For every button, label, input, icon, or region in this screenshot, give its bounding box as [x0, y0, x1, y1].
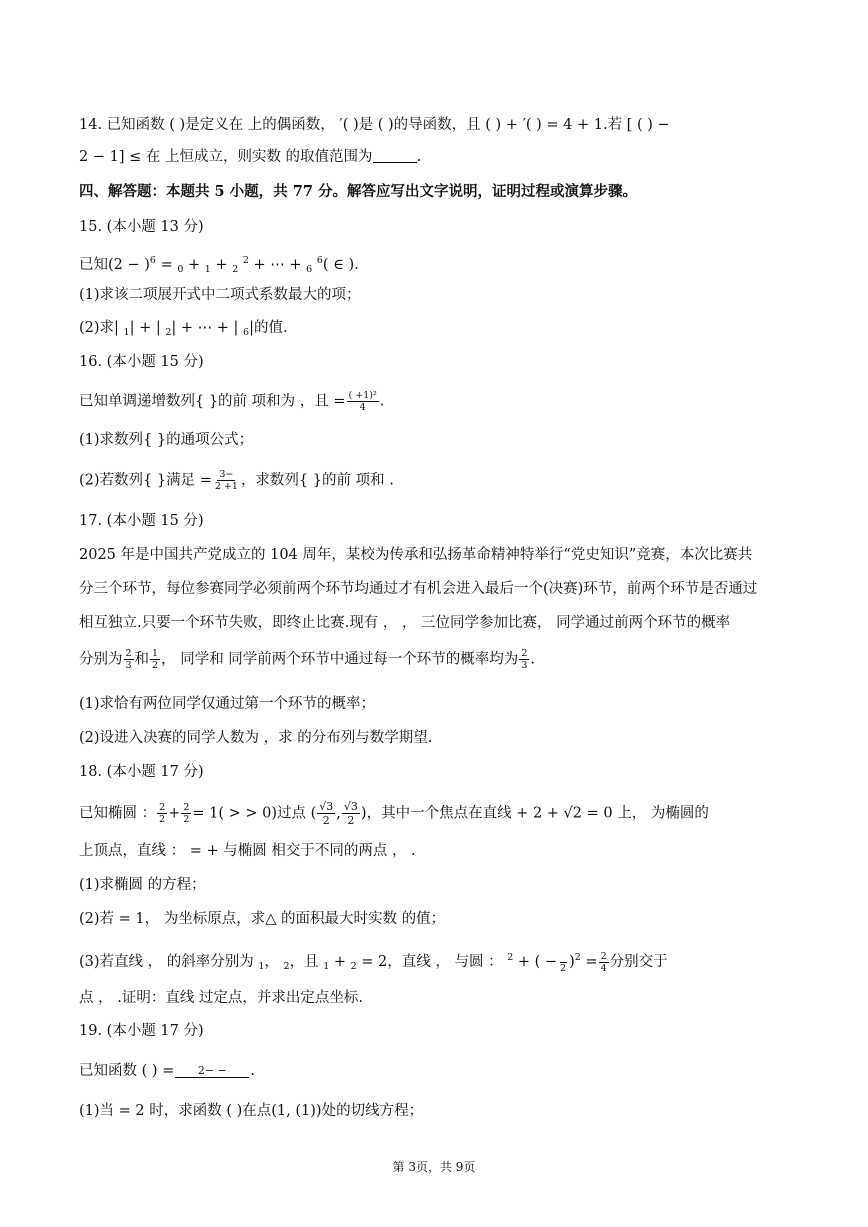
q18-p3-b: ，: [264, 954, 284, 970]
q18-fraction-2: [181, 802, 191, 825]
q17-l4-d: .: [530, 651, 535, 668]
q16-part1: (1)求数列{ }的通项公式；: [79, 432, 254, 448]
q18-part3-line2: 点 ， .证明：直线 过定点，并求出定点坐标.: [79, 990, 364, 1006]
page-footer: 第 3页，共 9页: [392, 1160, 476, 1174]
q19-stem-fraction: [175, 1064, 249, 1078]
q15-sub1: 1: [204, 264, 211, 275]
q14-line2: 2 − 1] ≤ 在 上恒成立，则实数 的取值范围为 .: [79, 149, 422, 165]
q15-sub0: 0: [177, 264, 184, 275]
q16-p2-b: ，求数列{ }的前 项和 .: [240, 472, 394, 489]
q18-p3-fraction-2: [599, 951, 609, 974]
fraction-numerator: 1: [152, 648, 159, 659]
q18-p3-s2: 2: [283, 961, 290, 972]
fraction-numerator: [560, 951, 567, 963]
q18-p3-sup: 2: [507, 952, 514, 963]
q15-stem-d: +: [210, 257, 233, 273]
q15-p2-s2: 2: [165, 327, 172, 338]
q18-title: 18. (本小题 17 分): [79, 764, 204, 780]
q16-part2: [79, 469, 394, 492]
q18-p3-i: 分别交于: [609, 954, 668, 970]
q18-p3-s3: 1: [323, 961, 330, 972]
q15-stem-c: +: [183, 257, 205, 273]
q18-p3-c: ，且: [289, 954, 324, 970]
q19-stem-a: 已知函数 ( ) =: [79, 1063, 175, 1079]
q18-l1-d: ,: [336, 805, 341, 822]
q17-fraction-3: [519, 648, 529, 671]
section4-header: 四、解答题：本题共 5 小题，共 77 分。解答应写出文字说明，证明过程或演算步骤。: [79, 183, 637, 200]
q17-part2: (2)设进入决赛的同学人数为 ，求 的分布列与数学期望.: [79, 730, 433, 746]
q15-part1: (1)求该二项展开式中二项式系数最大的项；: [79, 287, 361, 303]
q15-title: 15. (本小题 13 分): [79, 219, 204, 235]
fraction-denominator: 3: [521, 660, 528, 671]
q16-stem-a: 已知单调递增数列{ }的前 项和为 ，且 =: [79, 393, 346, 410]
fraction-denominator: 2: [560, 962, 567, 974]
q18-fraction-1: [157, 802, 167, 825]
q15-sup6b: 6: [316, 255, 323, 266]
q18-p3-sup2: 2: [574, 952, 581, 963]
q15-stem-sup6: 6: [149, 255, 156, 266]
q17-fraction-1: [124, 648, 134, 671]
q18-p3-d: +: [329, 954, 351, 970]
q18-p3-fraction-1: [558, 951, 568, 974]
q16-p2-a: (2)若数列{ }满足 =: [79, 472, 212, 489]
q18-p3-e: = 2，直线 ， 与圆 ：: [356, 954, 508, 970]
q16-stem-fraction: [347, 390, 379, 413]
fraction-numerator: √3: [343, 800, 358, 813]
q19-title: 19. (本小题 17 分): [79, 1023, 204, 1039]
q16-stem: [79, 390, 384, 413]
q16-title: 16. (本小题 15 分): [79, 354, 204, 370]
q18-fraction-3: [317, 800, 335, 827]
q18-p3-s1: 1: [258, 961, 265, 972]
fraction-denominator: 4: [359, 402, 366, 413]
q15-p2-b: | + |: [129, 320, 166, 336]
q15-sup2: 2: [242, 255, 249, 266]
q19-stem: [79, 1061, 255, 1081]
q14-line1: 14. 已知函数 ( )是定义在 上的偶函数， ′( )是 ( )的导函数，且 ( ) + ′( ) = 4 + 1.若 [ ( ) −: [79, 117, 670, 133]
fraction-denominator: 2: [322, 814, 330, 827]
q18-part3: [79, 948, 668, 977]
q18-p3-g: ): [569, 954, 575, 970]
q17-line4: [79, 648, 535, 671]
q18-part2: (2)若 = 1， 为坐标原点，求△ 的面积最大时实数 的值；: [79, 911, 446, 927]
q19-part1: (1)当 = 2 时，求函数 ( )在点(1, (1))处的切线方程；: [79, 1103, 424, 1119]
q18-fraction-4: [342, 800, 360, 827]
q18-l1-a: 已知椭圆 ：: [79, 805, 157, 822]
fraction-denominator: 2: [347, 814, 355, 827]
fraction-denominator: 2 +1: [214, 481, 238, 492]
q17-part1: (1)求恰有两位同学仅通过第一个环节的概率；: [79, 696, 376, 712]
q18-p3-f: + ( −: [513, 954, 558, 970]
q17-line3: 相互独立.只要一个环节失败，即终止比赛.现有 ， ， 三位同学参加比赛， 同学通过前两个环节的概率: [79, 615, 731, 631]
q18-l1-c: = 1( > > 0)过点 (: [192, 805, 317, 822]
fraction-denominator: 4: [600, 962, 607, 974]
q18-part1: (1)求椭圆 的方程；: [79, 877, 206, 893]
q15-stem-h: ( ∈ ).: [322, 257, 359, 273]
q18-l1-b: +: [168, 805, 181, 822]
q15-stem-f: + ⋯ +: [248, 257, 307, 273]
q18-p3-a: (3)若直线 ， 的斜率分别为: [79, 954, 259, 970]
answer-blank: [373, 148, 417, 163]
q17-l4-a: 分别为: [79, 651, 123, 668]
q17-l4-c: ， 同学和 同学前两个环节中通过每一个环节的概率均为: [161, 651, 519, 668]
fraction-numerator: √3: [319, 800, 334, 813]
q17-line1: 2025 年是中国共产党成立的 104 周年，某校为传承和弘扬革命精神特举行“党史知识”竞赛，本次比赛共: [79, 547, 753, 563]
fraction-denominator: 3: [125, 660, 132, 671]
q18-l1-e: )，其中一个焦点在直线 + 2 + √2 = 0 上， 为椭圆的: [360, 805, 709, 822]
q15-p2-a: (2)求|: [79, 320, 124, 336]
q15-part2: [79, 318, 288, 343]
q15-p2-d: |的值.: [249, 320, 288, 336]
q18-p3-s4: 2: [350, 961, 357, 972]
fraction-denominator: 2: [152, 660, 159, 671]
q16-p2-fraction: [213, 469, 240, 492]
fraction-numerator: 2− −: [175, 1064, 249, 1078]
q16-stem-b: .: [379, 393, 385, 410]
q17-title: 17. (本小题 15 分): [79, 513, 204, 529]
fraction-numerator: 2: [125, 648, 132, 659]
fraction-numerator: 2: [159, 802, 166, 813]
q15-stem: [79, 251, 359, 280]
q17-line2: 分三个环节，每位参赛同学必须前两个环节均通过才有机会进入最后一个(决赛)环节，前两个环节是否通过: [79, 581, 758, 597]
fraction-denominator: 2: [159, 814, 166, 825]
fraction-numerator: 2: [521, 648, 528, 659]
q18-line1: [79, 800, 709, 827]
fraction-numerator: ( +1)²: [348, 390, 377, 401]
q15-p2-s6: 6: [243, 327, 250, 338]
q15-stem-a: 已知(2 − ): [79, 257, 150, 273]
q17-fraction-2: [150, 648, 160, 671]
q15-sub2: 2: [232, 264, 239, 275]
q15-p2-c: | + ⋯ + |: [171, 320, 244, 336]
q14-line2-text: 2 − 1] ≤ 在 上恒成立，则实数 的取值范围为: [79, 149, 373, 165]
q17-l4-b: 和: [134, 651, 150, 668]
q18-p3-h: =: [580, 954, 598, 970]
fraction-numerator: 2: [183, 802, 190, 813]
q19-stem-b: .: [250, 1063, 255, 1079]
q18-line2: 上顶点，直线 ： = + 与椭圆 相交于不同的两点 ， .: [79, 843, 416, 859]
q15-stem-b: =: [155, 257, 178, 273]
q15-p2-s1: 1: [123, 327, 130, 338]
fraction-denominator: 2: [183, 814, 190, 825]
q15-sub6: 6: [306, 264, 313, 275]
fraction-numerator: 3−: [219, 469, 234, 480]
fraction-numerator: 2: [600, 950, 607, 962]
